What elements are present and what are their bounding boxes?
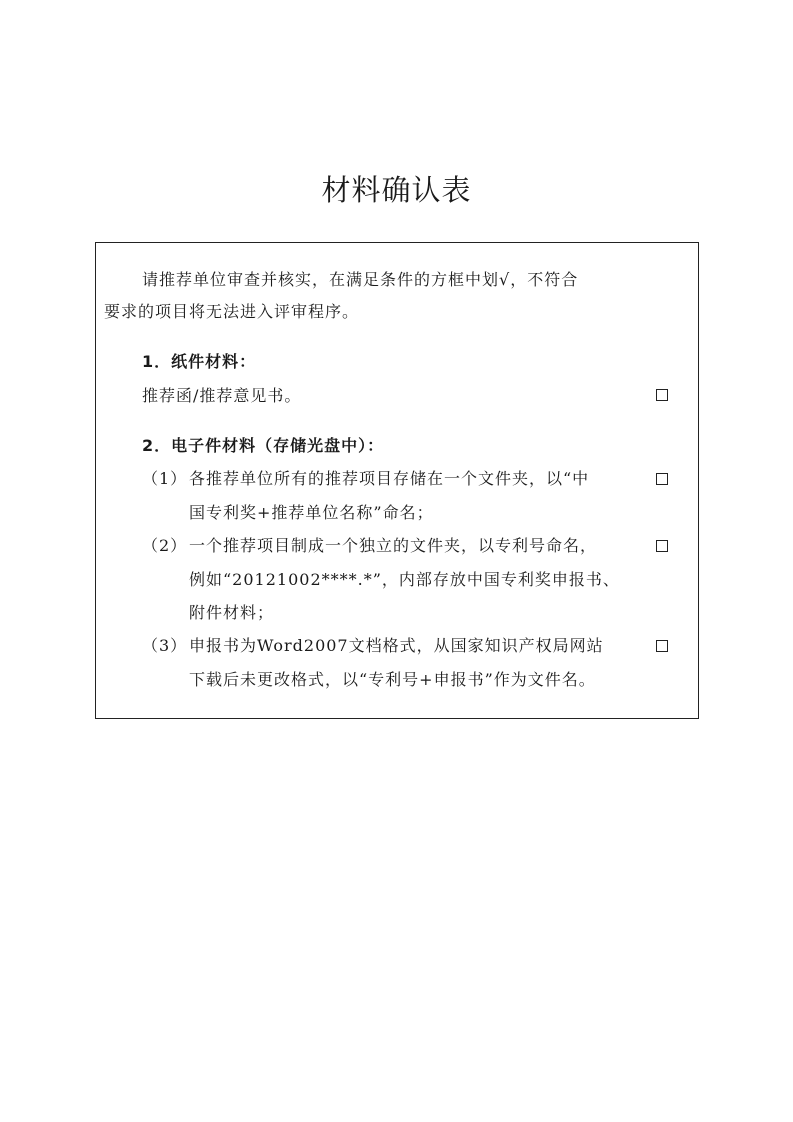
- item2-checkbox[interactable]: [656, 540, 668, 552]
- page-title: 材料确认表: [321, 173, 472, 207]
- intro-line-2: 要求的项目将无法进入评审程序。: [104, 302, 360, 321]
- item3-checkbox[interactable]: [656, 640, 668, 652]
- item1-line-2: 国专利奖+推荐单位名称”命名；: [189, 503, 434, 522]
- item2-line-1: 一个推荐项目制成一个独立的文件夹，以专利号命名，: [189, 536, 598, 555]
- item1-number: （1）: [142, 469, 188, 488]
- item3-line-2: 下载后未更改格式，以“专利号+申报书”作为文件名。: [189, 670, 596, 689]
- item1-line-1: 各推荐单位所有的推荐项目存储在一个文件夹，以“中: [189, 469, 590, 488]
- item3-line-1: 申报书为Word2007文档格式，从国家知识产权局网站: [189, 636, 604, 655]
- item2-line-3: 附件材料；: [189, 603, 275, 622]
- section1-checkbox[interactable]: [656, 389, 668, 401]
- intro-line-1: 请推荐单位审查并核实，在满足条件的方框中划√，不符合: [142, 270, 579, 289]
- item1-checkbox[interactable]: [656, 473, 668, 485]
- section1-heading: 1．纸件材料：: [142, 352, 257, 371]
- item2-number: （2）: [142, 536, 188, 555]
- item2-line-2: 例如“20121002****.*”，内部存放中国专利奖申报书、: [189, 570, 620, 589]
- section2-heading: 2．电子件材料（存储光盘中）：: [142, 436, 385, 455]
- item3-number: （3）: [142, 636, 188, 655]
- section1-item: 推荐函/推荐意见书。: [142, 386, 302, 405]
